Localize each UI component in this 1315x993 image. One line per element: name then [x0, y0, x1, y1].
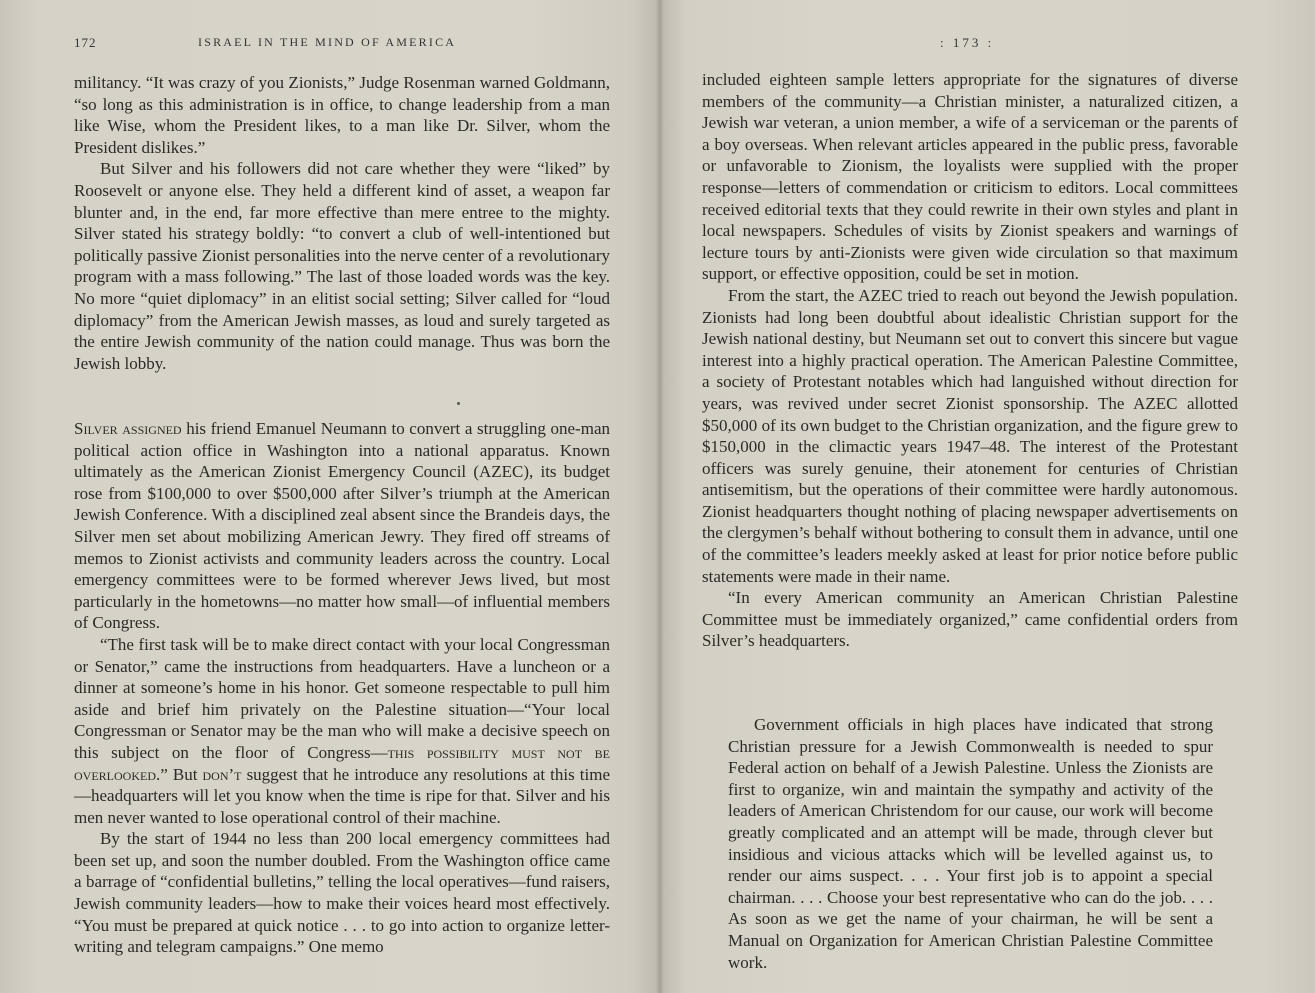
- left-bottom-text: [74, 418, 610, 958]
- paragraph-first-task: [74, 634, 610, 828]
- page-number-right: : 173 :: [940, 35, 995, 50]
- page-number-left: 172: [74, 35, 97, 50]
- paragraph-start-of-1944: By the start of 1944 no less than 200 local emergency committees had been set up, and soon the number doubled. From the Washington office came a barrage of “confidential bulletins,” telling the local operatives—fund raisers, Jewish community leaders—how to make their voices heard most effectively. “You must be prepared at quick notice . . . to go into action to organize letter-writing and telegram campaigns.” One memo: [74, 829, 610, 957]
- first-task-text-a: “The first task will be to make direct contact with your local Congressman or Senator,” came the instructions from headquarters. Have a luncheon or a dinner at someone’s home in his honor. Get someone respectable to pull him aside and brief him privately on the Palestine situation—“Your local Congressman or Senator may be the man who will make a decisive speech on this subject on the floor of Congress—: [74, 634, 610, 762]
- block-quote: [728, 714, 1213, 973]
- first-task-caps: this possibility must not be overlooked.: [74, 742, 610, 784]
- section-paragraph-body: his friend Emanuel Neumann to convert a struggling one-man political action office in Washington into a national apparatus. Known ultimately as the American Zionist Emergency Council (AZEC), its budget rose from $100,000 to over $500,000 after Silver’s triumph at the American Jewish Conference. With a disciplined zeal absent since the Brandeis days, the Silver men set about mobilizing American Jewry. They fired off streams of memos to Zionist activists and community leaders across the country. Local emergency committees were to be formed wherever Jews lived, but most particularly in the hometowns—no matter how small—of influential members of Congress.: [74, 419, 610, 633]
- paragraph-azec-outreach: From the start, the AZEC tried to reach out beyond the Jewish population. Zionists had long been doubtful about idealistic Christian support for the Jewish national destiny, but Neumann set out to convert this sincere but vague interest into a highly practical operation. The American Palestine Committee, a society of Protestant notables which had languished without direction for years, was revived under secret Zionist sponsorship. The AZEC allotted $50,000 of its own budget to the Christian organization, and the figure grew to $150,000 in the climactic years 1947–48. The interest of the Protestant officers was surely genuine, their atonement for centuries of Christian antisemitism, but the operations of their committee were hardly autonomous. Zionist headquarters thought nothing of placing newspaper advertisements on the clergymen’s behalf without bothering to consult them in advance, until one of the committee’s leaders meekly asked at least for prior notice before public statements were made in their name.: [702, 285, 1238, 586]
- first-task-text-c: suggest that he introduce any resolutions at this time—headquarters will let you know when the time is ripe for that. Silver and his men never wanted to lose operational control of their machine.: [74, 764, 611, 827]
- block-quote-text: Government officials in high places have indicated that strong Christian pressure for a Jewish Commonwealth is needed to spur Federal action on behalf of a Jewish Palestine. Unless the Zionists are first to organize, win and maintain the sympathy and activity of the leaders of American Christendom for our cause, our work will become greatly complicated and an attempt will be made, through clever but insidious and vicious attacks which will be levelled against us, to render our aims suspect. . . . Your first job is to appoint a special chairman. . . . Choose your best representative who can do the job. . . . As soon as we get the name of your chairman, he will be sent a Manual on Organization for American Christian Palestine Committee work.: [728, 715, 1213, 972]
- paragraph-section-start: [74, 418, 610, 634]
- right-page: [660, 0, 1315, 993]
- first-task-caps-dont: don’t: [202, 764, 242, 784]
- paragraph-sample-letters: included eighteen sample letters appropriate for the signatures of diverse members of the community—a Christian minister, a naturalized citizen, a Jewish war veteran, a union member, a wife of a serviceman or the parents of a boy overseas. When relevant articles appeared in the public press, favorable or unfavorable to Zionism, the loyalists were supplied with the proper response—letters of commendation or criticism to editors. Local committees received editorial texts that they could rewrite in their own styles and plant in local newspapers. Schedules of visits by Zionist speakers and warnings of lecture tours by anti-Zionists were given wide circulation so that maximum support, or effective opposition, could be set in motion.: [702, 70, 1238, 284]
- section-break-mark: [457, 402, 460, 405]
- paragraph-every-community: “In every American community an American Christian Palestine Committee must be immediately organized,” came confidential orders from Silver’s headquarters.: [702, 588, 1238, 651]
- first-task-text-b: ” But: [160, 764, 203, 784]
- paragraph-silver-followers: But Silver and his followers did not care whether they were “liked” by Roosevelt or anyone else. They held a different kind of asset, a weapon far blunter and, in the end, far more effective than mere entree to the mighty. Silver stated his strategy boldly: “to convert a club of well-intentioned but politically passive Zionist personalities into the nerve center of a revolutionary program with a mass following.” The last of those loaded words was the key. No more “quiet diplomacy” in an elitist social setting; Silver called for “loud diplomacy” from the American Jewish masses, as loud and surely targeted as the entire Jewish community of the nation could manage. Thus was born the Jewish lobby.: [74, 159, 610, 373]
- left-top-text: [74, 72, 610, 374]
- running-title: ISRAEL IN THE MIND OF AMERICA: [198, 35, 457, 49]
- paragraph-continued: militancy. “It was crazy of you Zionists,” Judge Rosenman warned Goldmann, “so long as this administration is in office, to change leadership from a man like Wise, whom the President likes, to a man like Dr. Silver, whom the President dislikes.”: [74, 73, 610, 157]
- right-main-text: [702, 69, 1238, 652]
- section-lead-in: Silver assigned: [74, 419, 182, 438]
